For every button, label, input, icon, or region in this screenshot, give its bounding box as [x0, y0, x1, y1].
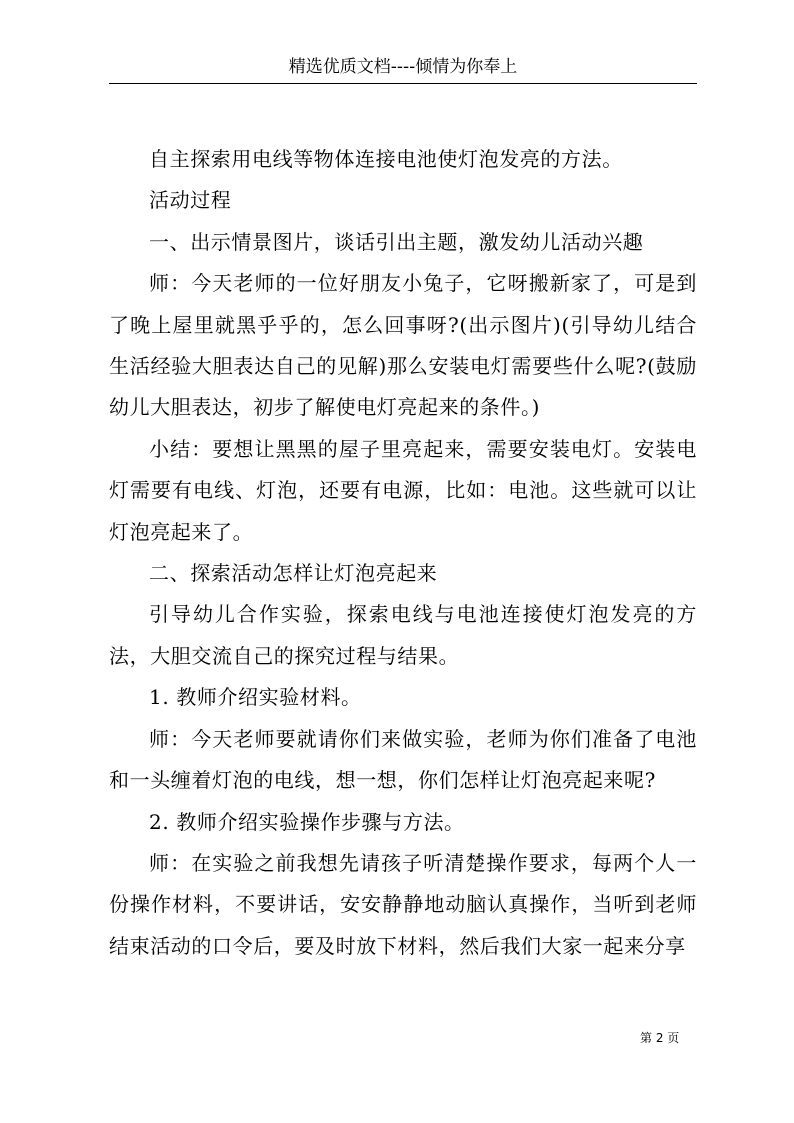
list-item-steps: 2. 教师介绍实验操作步骤与方法。 — [149, 809, 465, 834]
paragraph-summary: 小结：要想让黑黑的屋子里亮起来，需要安装电灯。安装电灯需要有电线、灯泡，还要有电源，比如：电池。这些就可以让灯泡亮起来了。 — [109, 436, 697, 544]
paragraph-teacher-intro: 师：今天老师的一位好朋友小兔子，它呀搬新家了，可是到了晚上屋里就黑乎乎的，怎么回事呀?(出示图片)(引导幼儿结合生活经验大胆表达自己的见解)那么安装电灯需要些什么呢?(鼓励幼儿大胆表达，初步了解使电灯亮起来的条件。) — [109, 271, 697, 420]
step-heading-2: 二、探索活动怎样让灯泡亮起来 — [149, 561, 438, 586]
page-number: 第 2 页 — [640, 1031, 680, 1045]
document-body — [109, 139, 697, 967]
paragraph-teacher-materials: 师：今天老师要就请你们来做实验，老师为你们准备了电池和一头缠着灯泡的电线，想一想，你们怎样让灯泡亮起来呢? — [109, 726, 697, 793]
step-heading-1: 一、出示情景图片，谈话引出主题，激发幼儿活动兴趣 — [149, 229, 644, 254]
paragraph-goal: 自主探索用电线等物体连接电池使灯泡发亮的方法。 — [149, 147, 623, 171]
paragraph-teacher-steps: 师：在实验之前我想先请孩子听清楚操作要求，每两个人一份操作材料，不要讲话，安安静静地动脑认真操作，当听到老师结束活动的口令后，要及时放下材料，然后我们大家一起来分享 — [109, 850, 697, 958]
header-divider — [109, 83, 697, 84]
list-item-materials: 1. 教师介绍实验材料。 — [149, 685, 362, 710]
section-heading-process: 活动过程 — [149, 188, 232, 213]
paragraph-guide: 引导幼儿合作实验，探索电线与电池连接使灯泡发亮的方法，大胆交流自己的探究过程与结果。 — [109, 602, 697, 668]
page-header: 精选优质文档----倾情为你奉上 — [288, 57, 518, 77]
